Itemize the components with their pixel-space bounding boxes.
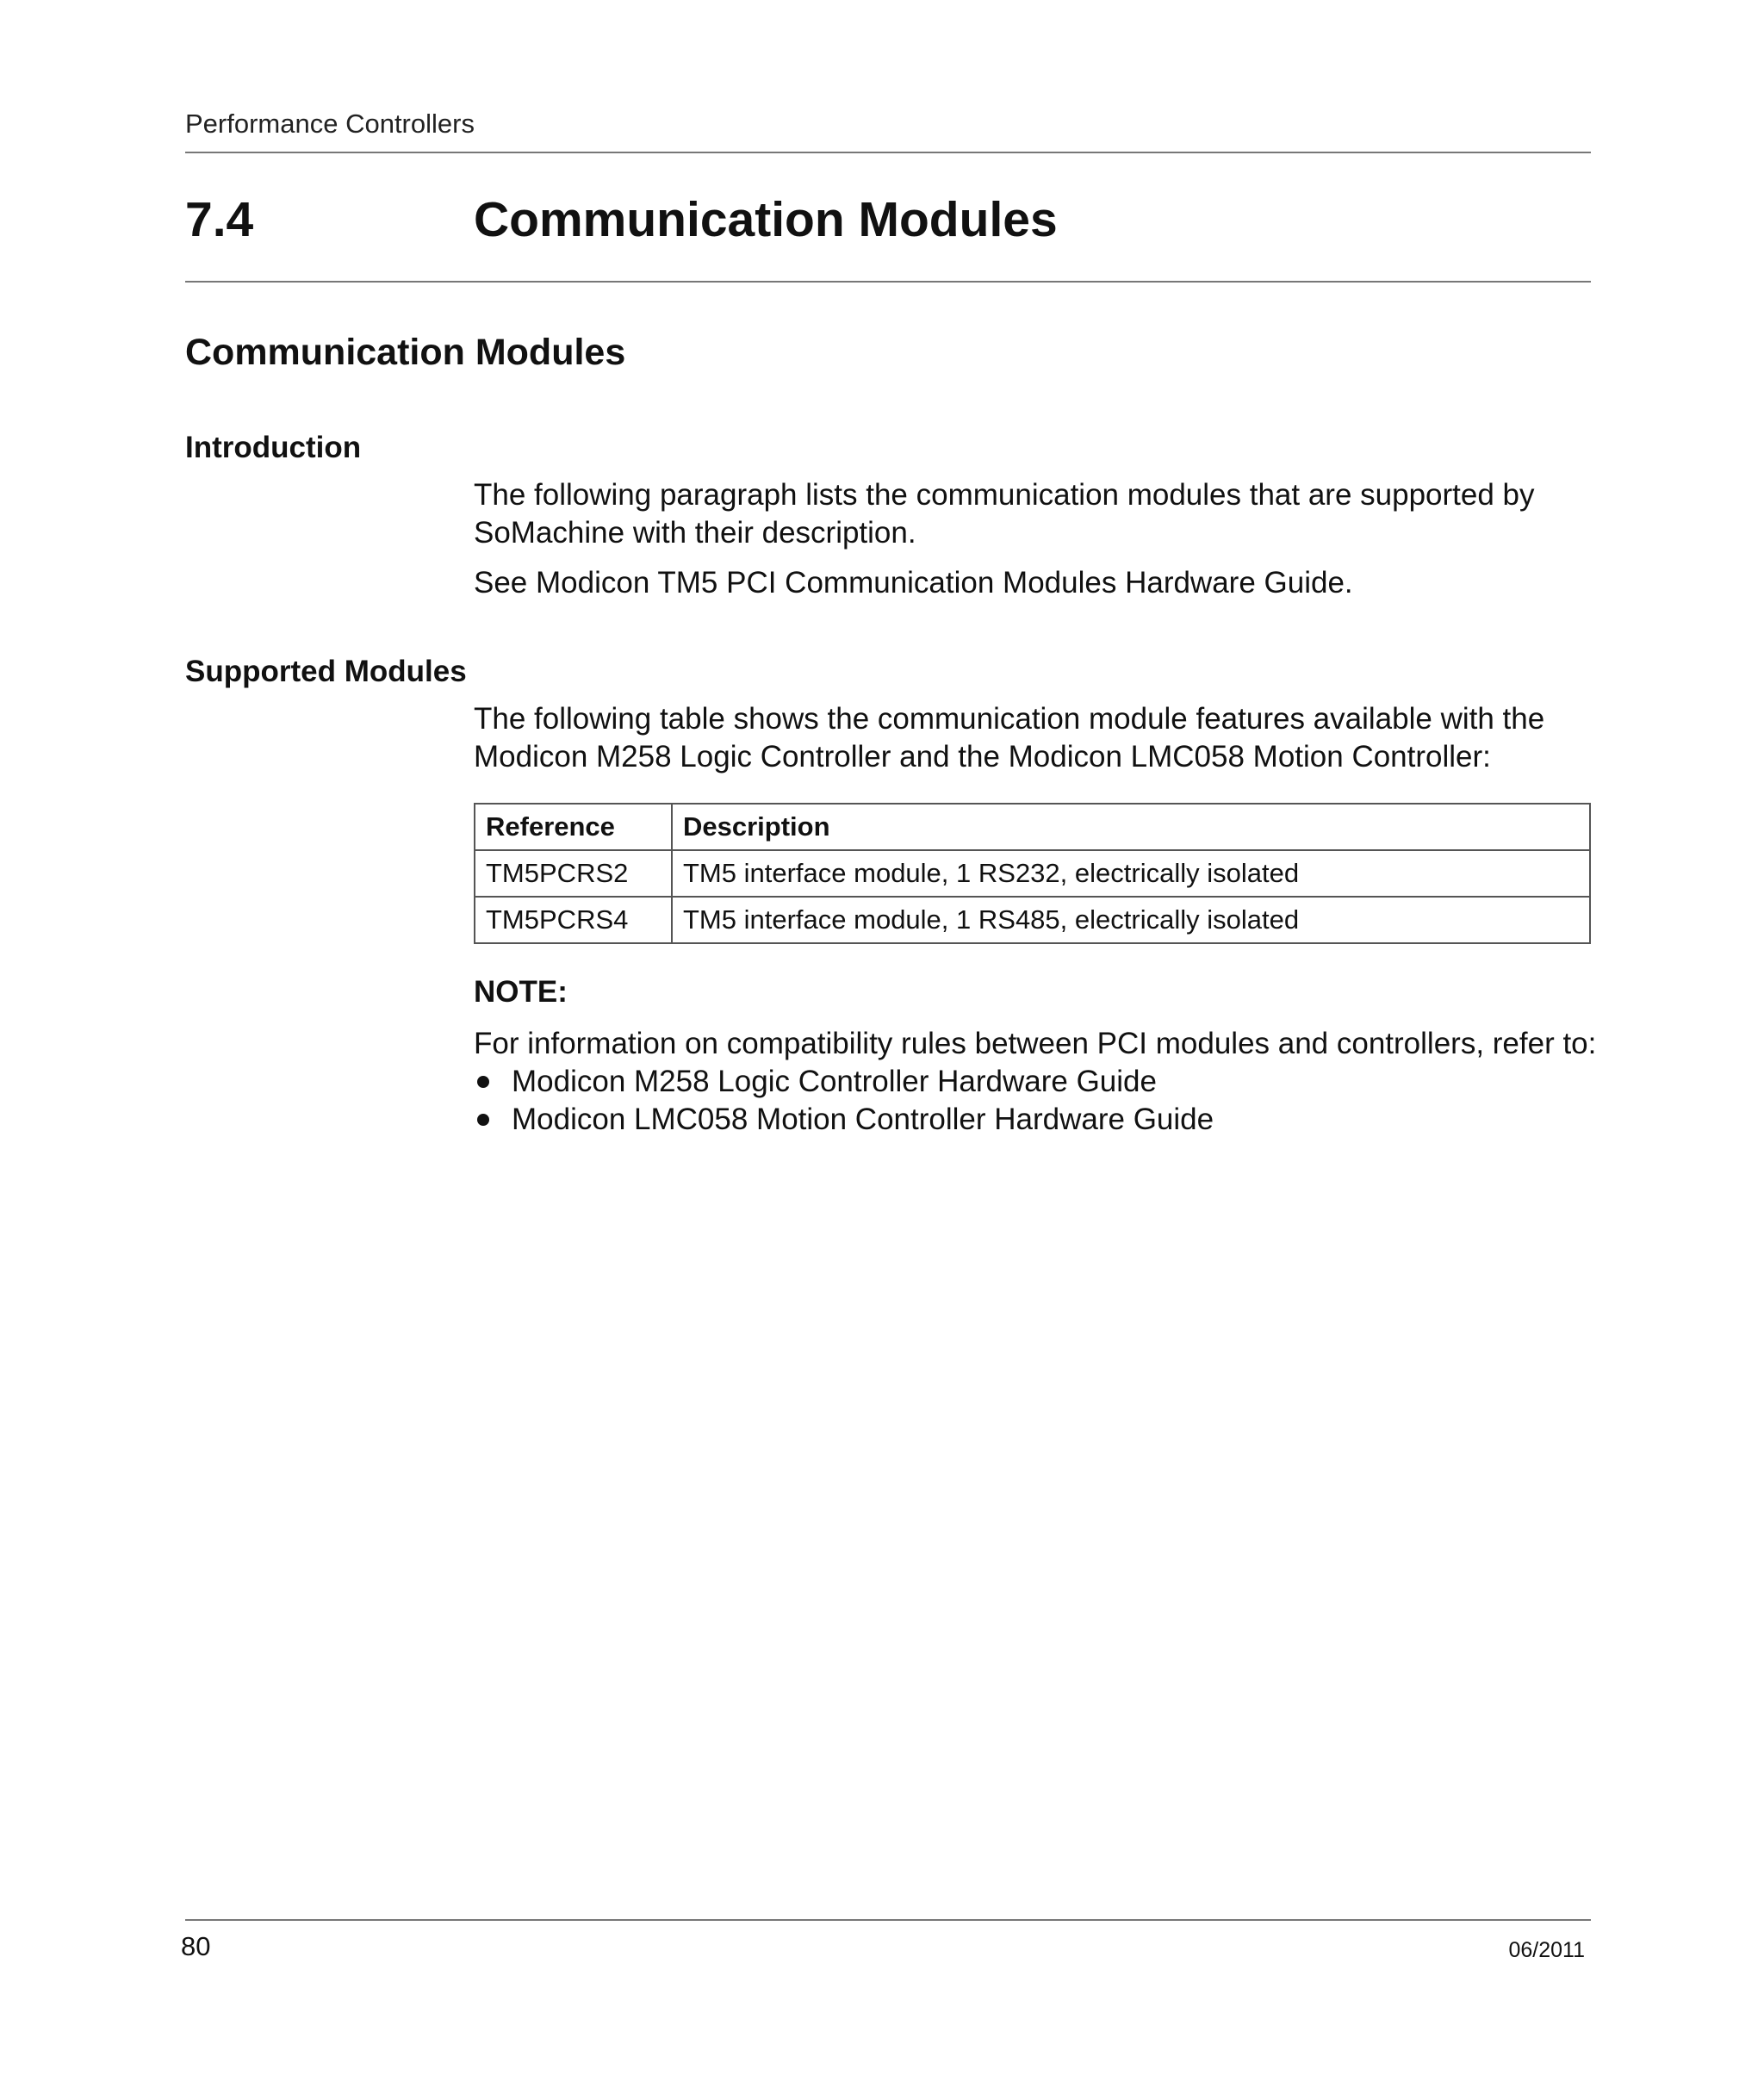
cell-reference: TM5PCRS4 xyxy=(475,897,672,943)
column-header-description: Description xyxy=(672,804,1590,850)
page-date: 06/2011 xyxy=(1508,1938,1585,1962)
section-title: Communication Modules xyxy=(185,332,626,373)
running-header: Performance Controllers xyxy=(185,109,475,139)
list-item-text: Modicon M258 Logic Controller Hardware Guide xyxy=(512,1065,1157,1098)
chapter-title: Communication Modules xyxy=(474,192,1058,247)
chapter-rule xyxy=(185,281,1591,283)
bullet-icon xyxy=(477,1076,489,1088)
column-header-reference: Reference xyxy=(475,804,672,850)
footer-rule xyxy=(185,1919,1591,1921)
note-label: NOTE: xyxy=(474,975,568,1009)
introduction-paragraph-2: See Modicon TM5 PCI Communication Modules Hardware Guide. xyxy=(474,566,1353,600)
list-item xyxy=(474,1101,1214,1139)
introduction-body xyxy=(474,476,1593,614)
list-item xyxy=(474,1063,1214,1101)
cell-description: TM5 interface module, 1 RS485, electrically isolated xyxy=(672,897,1590,943)
chapter-number: 7.4 xyxy=(185,192,254,247)
bullet-icon xyxy=(477,1114,489,1126)
table-header-row xyxy=(475,804,1590,850)
cell-reference: TM5PCRS2 xyxy=(475,850,672,897)
page-number: 80 xyxy=(181,1931,211,1961)
modules-table xyxy=(474,803,1591,944)
list-item-text: Modicon LMC058 Motion Controller Hardware Guide xyxy=(512,1103,1214,1136)
table-row xyxy=(475,850,1590,897)
introduction-paragraph-1: The following paragraph lists the communication modules that are supported by SoMachine with their description. xyxy=(474,478,1535,550)
supported-modules-heading: Supported Modules xyxy=(185,655,467,688)
table-row xyxy=(475,897,1590,943)
header-rule xyxy=(185,152,1591,153)
note-reference-list xyxy=(474,1063,1214,1139)
introduction-heading: Introduction xyxy=(185,431,362,464)
supported-modules-paragraph: The following table shows the communication module features available with the Modicon M258 Logic Controller and the Modicon LMC058 Motion Controller: xyxy=(474,702,1545,774)
note-text: For information on compatibility rules between PCI modules and controllers, refer to: xyxy=(474,1027,1597,1060)
supported-modules-body xyxy=(474,700,1593,788)
cell-description: TM5 interface module, 1 RS232, electrically isolated xyxy=(672,850,1590,897)
